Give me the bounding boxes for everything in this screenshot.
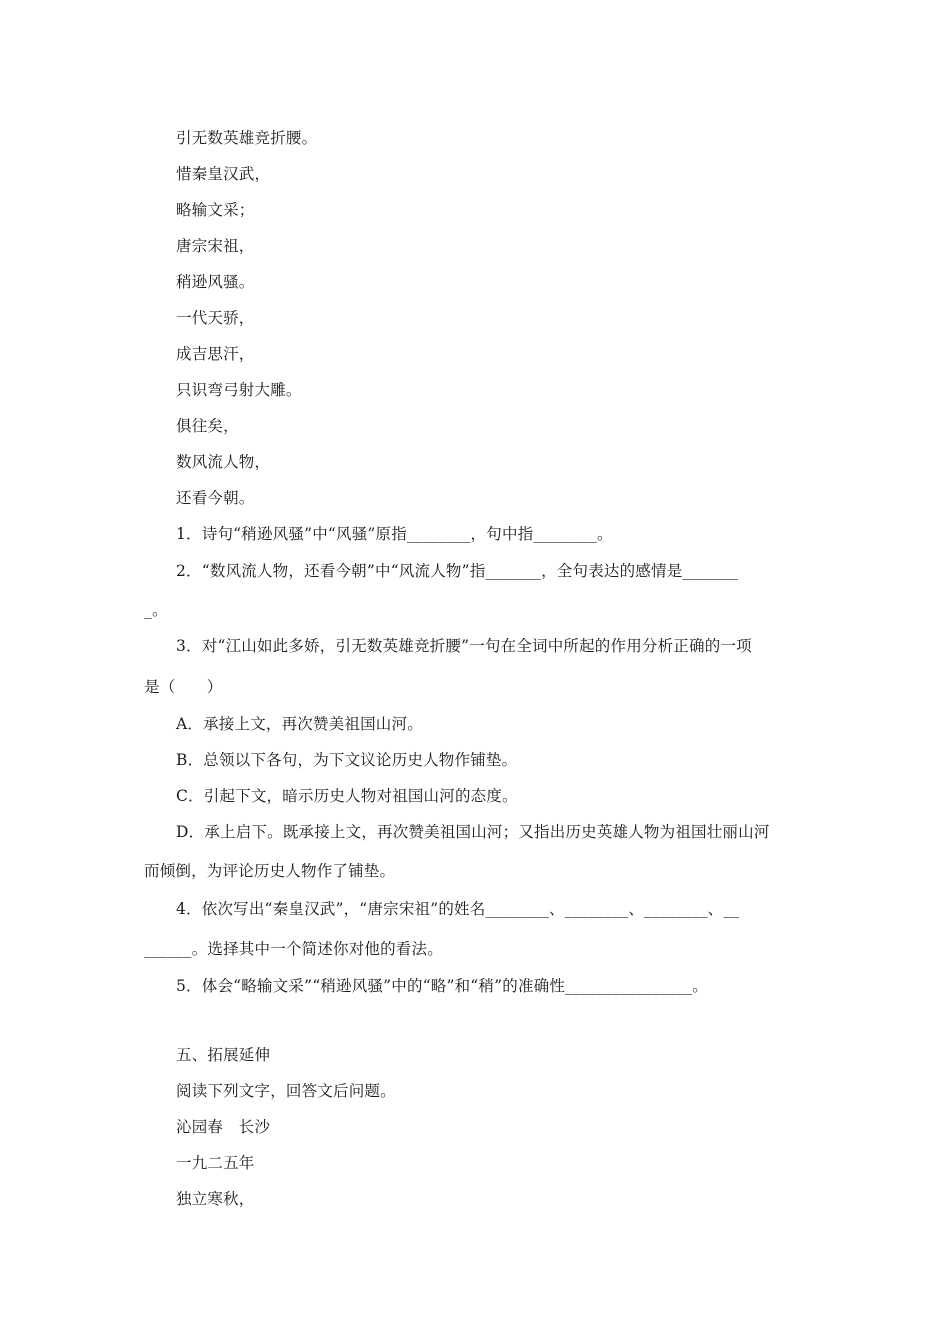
question-3-continuation: 是（ ）	[144, 678, 223, 696]
option-d-continuation: 而倾倒，为评论历史人物作了铺垫。	[144, 862, 396, 880]
poem-line: 只识弯弓射大雕。	[176, 381, 302, 399]
poem-line: 还看今朝。	[176, 489, 255, 507]
poem-line: 成吉思汗，	[176, 345, 255, 363]
poem-line: 引无数英雄竞折腰。	[176, 129, 318, 147]
poem-line: 一代天骄，	[176, 309, 255, 327]
question-1: 1．诗句“稍逊风骚”中“风骚”原指________，句中指________。	[176, 525, 613, 543]
question-2-continuation: _。	[144, 601, 168, 619]
poem-title: 沁园春 长沙	[176, 1118, 271, 1136]
poem-line: 稍逊风骚。	[176, 273, 255, 291]
question-2: 2．“数风流人物，还看今朝”中“风流人物”指_______，全句表达的感情是_______	[176, 562, 739, 580]
poem-line: 数风流人物，	[176, 453, 271, 471]
option-d: D．承上启下。既承接上文，再次赞美祖国山河；又指出历史英雄人物为祖国壮丽山河	[176, 823, 770, 841]
section-instruction: 阅读下列文字，回答文后问题。	[176, 1082, 396, 1100]
question-5: 5．体会“略输文采”“稍逊风骚”中的“略”和“稍”的准确性________________。	[176, 977, 708, 995]
option-c: C．引起下文，暗示历史人物对祖国山河的态度。	[176, 787, 518, 805]
option-a: A．承接上文，再次赞美祖国山河。	[176, 715, 423, 733]
poem-line: 俱往矣，	[176, 417, 239, 435]
poem-line: 独立寒秋，	[176, 1190, 255, 1208]
poem-line: 唐宗宋祖，	[176, 237, 255, 255]
section-heading: 五、拓展延伸	[176, 1046, 271, 1064]
poem-year: 一九二五年	[176, 1154, 255, 1172]
question-4-continuation: ______。选择其中一个简述你对他的看法。	[144, 940, 443, 958]
poem-line: 惜秦皇汉武，	[176, 165, 271, 183]
question-3: 3．对“江山如此多娇，引无数英雄竞折腰”一句在全词中所起的作用分析正确的一项	[176, 637, 752, 655]
question-4: 4．依次写出“秦皇汉武”，“唐宗宋祖”的姓名________、________、________、__	[176, 900, 740, 918]
option-b: B．总领以下各句，为下文议论历史人物作铺垫。	[176, 751, 518, 769]
poem-line: 略输文采；	[176, 201, 255, 219]
